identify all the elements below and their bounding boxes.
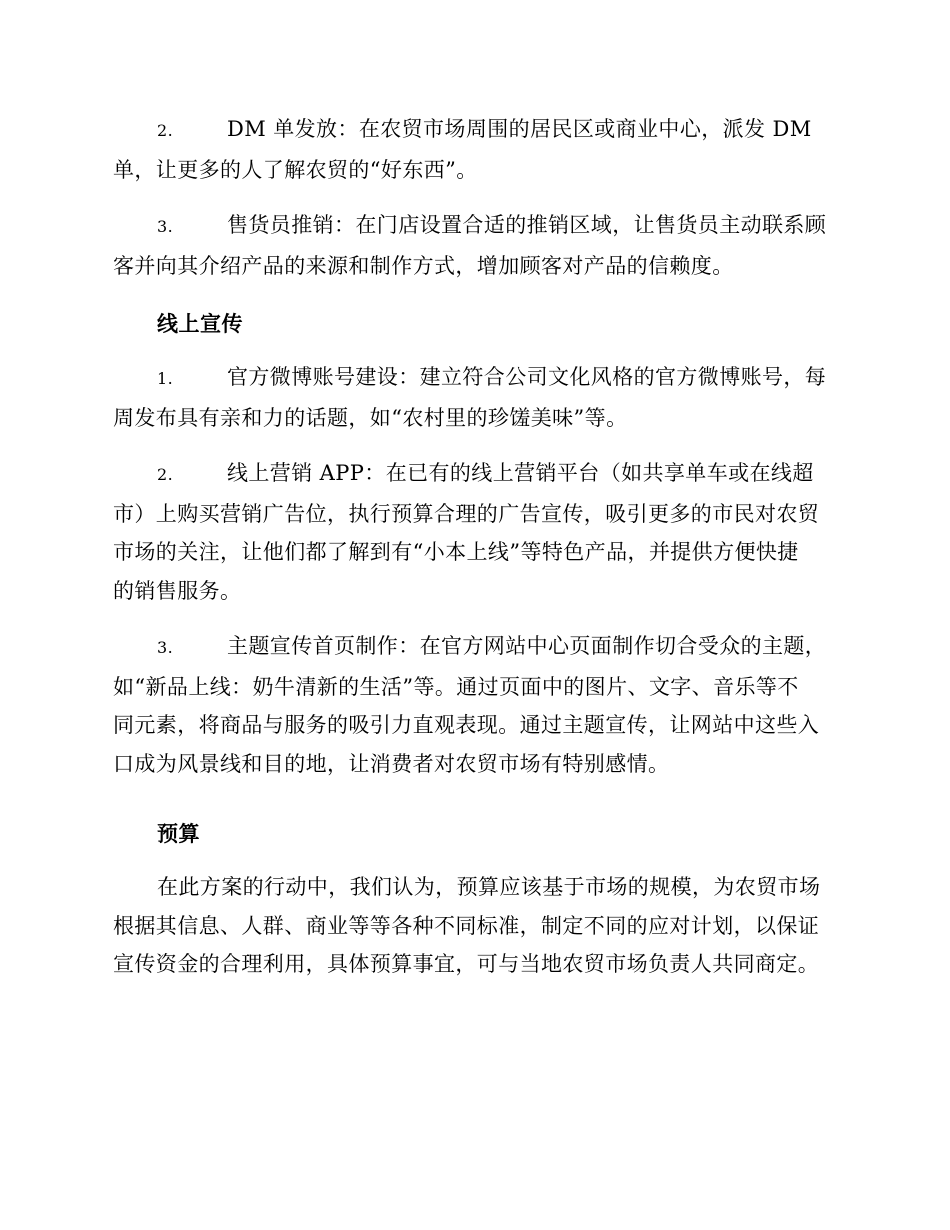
- list-item-line: 单，让更多的人了解农贸的“好东西”。: [113, 157, 478, 182]
- list-number: 3.: [157, 638, 174, 657]
- section-heading-online: 线上宣传: [157, 312, 243, 336]
- budget-paragraph: [113, 868, 833, 984]
- list-item: [113, 627, 833, 783]
- list-item-line: 1. 官方微博账号建设：建立符合公司文化风格的官方微博账号，每: [113, 358, 833, 399]
- list-item: [113, 206, 833, 285]
- list-item-line: 的销售服务。: [113, 578, 242, 603]
- list-item-line: 3. 主题宣传首页制作：在官方网站中心页面制作切合受众的主题，: [113, 627, 833, 668]
- list-number: 3.: [157, 217, 174, 236]
- list-number: 1.: [157, 369, 174, 388]
- list-item-line: 3. 售货员推销：在门店设置合适的推销区域，让售货员主动联系顾: [113, 206, 833, 247]
- list-number: 2.: [157, 121, 174, 140]
- paragraph-line: 宣传资金的合理利用，具体预算事宜，可与当地农贸市场负责人共同商定。: [113, 952, 820, 976]
- list-item: [113, 110, 833, 189]
- list-item-line: 客并向其介绍产品的来源和制作方式，增加顾客对产品的信赖度。: [113, 253, 734, 278]
- list-item-line: 2. 线上营销 APP：在已有的线上营销平台（如共享单车或在线超: [113, 454, 833, 495]
- list-item-line: 市）上购买营销广告位，执行预算合理的广告宣传，吸引更多的市民对农贸: [113, 501, 820, 526]
- list-item-line: 如“新品上线：奶牛清新的生活”等。通过页面中的图片、文字、音乐等不: [113, 674, 799, 699]
- list-item-line: 2. DM 单发放：在农贸市场周围的居民区或商业中心，派发 DM: [113, 110, 833, 151]
- list-item-line: 周发布具有亲和力的话题，如“农村里的珍馐美味”等。: [113, 405, 628, 430]
- paragraph-line: 根据其信息、人群、商业等等各种不同标准，制定不同的应对计划，以保证: [113, 913, 820, 938]
- section-heading-budget: 预算: [157, 822, 200, 846]
- list-item: [113, 454, 833, 610]
- list-item-line: 口成为风景线和目的地，让消费者对农贸市场有特别感情。: [113, 751, 670, 776]
- list-item-line: 同元素，将商品与服务的吸引力直观表现。通过主题宣传，让网站中这些入: [113, 713, 820, 737]
- list-number: 2.: [157, 465, 174, 484]
- list-item: [113, 358, 833, 437]
- list-item-line: 市场的关注，让他们都了解到有“小本上线”等特色产品，并提供方便快捷: [113, 540, 799, 564]
- paragraph-line: 在此方案的行动中，我们认为，预算应该基于市场的规模，为农贸市场: [157, 875, 821, 899]
